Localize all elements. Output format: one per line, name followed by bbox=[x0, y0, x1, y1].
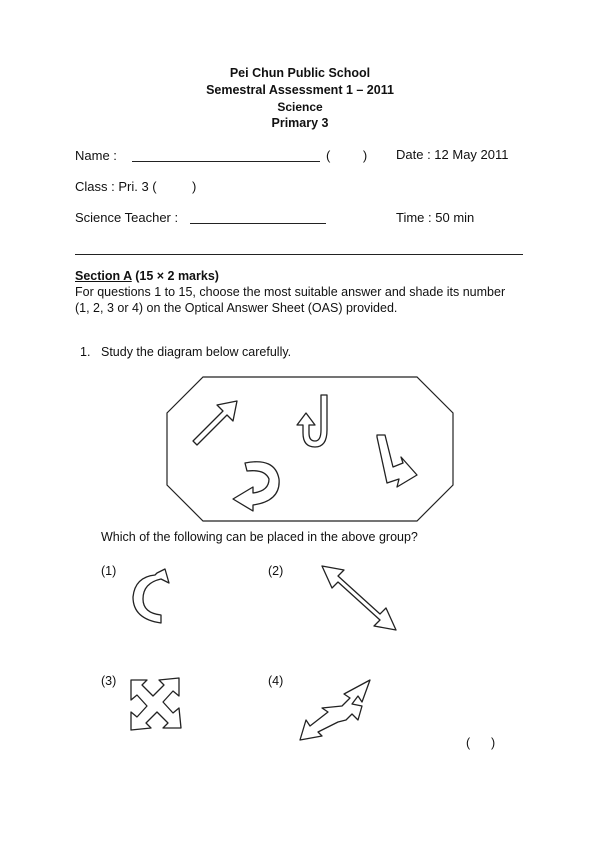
group-diagram bbox=[165, 375, 455, 525]
date-text: Date : 12 May 2011 bbox=[396, 147, 509, 162]
subject-title: Science bbox=[277, 100, 323, 114]
section-heading bbox=[75, 269, 219, 283]
level-title: Primary 3 bbox=[271, 116, 329, 130]
name-field[interactable] bbox=[132, 149, 320, 162]
octagon-frame bbox=[167, 377, 453, 521]
time-text: Time : 50 min bbox=[396, 210, 475, 225]
assessment-title: Semestral Assessment 1 – 2011 bbox=[206, 83, 394, 97]
l-bent-arrow-icon bbox=[377, 435, 417, 487]
teacher-label: Science Teacher : bbox=[75, 210, 179, 225]
school-name: Pei Chun Public School bbox=[229, 66, 371, 80]
option-4-label[interactable]: (4) bbox=[268, 674, 284, 688]
question-prompt: Which of the following can be placed in the above group? bbox=[101, 530, 418, 544]
name-label: Name : bbox=[75, 148, 117, 163]
divider bbox=[75, 254, 523, 255]
class-close-paren: ) bbox=[192, 179, 197, 194]
option-3-label[interactable]: (3) bbox=[101, 674, 117, 688]
option-1-label[interactable]: (1) bbox=[101, 564, 117, 578]
name-index-paren: ( ) bbox=[326, 148, 368, 163]
four-way-cross-arrow-icon[interactable] bbox=[127, 676, 187, 734]
c-curved-arrow-icon[interactable] bbox=[125, 565, 175, 625]
question-number: 1. bbox=[80, 345, 91, 359]
j-hook-arrow-icon bbox=[297, 395, 327, 447]
instructions-line-2: (1, 2, 3 or 4) on the Optical Answer Sheet (OAS) provided. bbox=[75, 301, 398, 315]
double-headed-diagonal-arrow-icon[interactable] bbox=[318, 562, 402, 634]
class-label: Class : Pri. 3 ( bbox=[75, 179, 157, 194]
teacher-field[interactable] bbox=[190, 211, 326, 224]
option-2-label[interactable]: (2) bbox=[268, 564, 284, 578]
three-headed-branch-arrow-icon[interactable] bbox=[298, 676, 390, 744]
instructions-line-1: For questions 1 to 15, choose the most suitable answer and shade its number bbox=[75, 285, 506, 299]
diagonal-arrow-icon bbox=[193, 401, 237, 445]
u-turn-arrow-icon bbox=[233, 462, 279, 511]
section-marks: (15 × 2 marks) bbox=[131, 269, 219, 283]
question-stem: Study the diagram below carefully. bbox=[101, 345, 292, 359]
section-title: Section A bbox=[75, 269, 132, 283]
answer-bracket[interactable]: ( ) bbox=[466, 736, 496, 750]
